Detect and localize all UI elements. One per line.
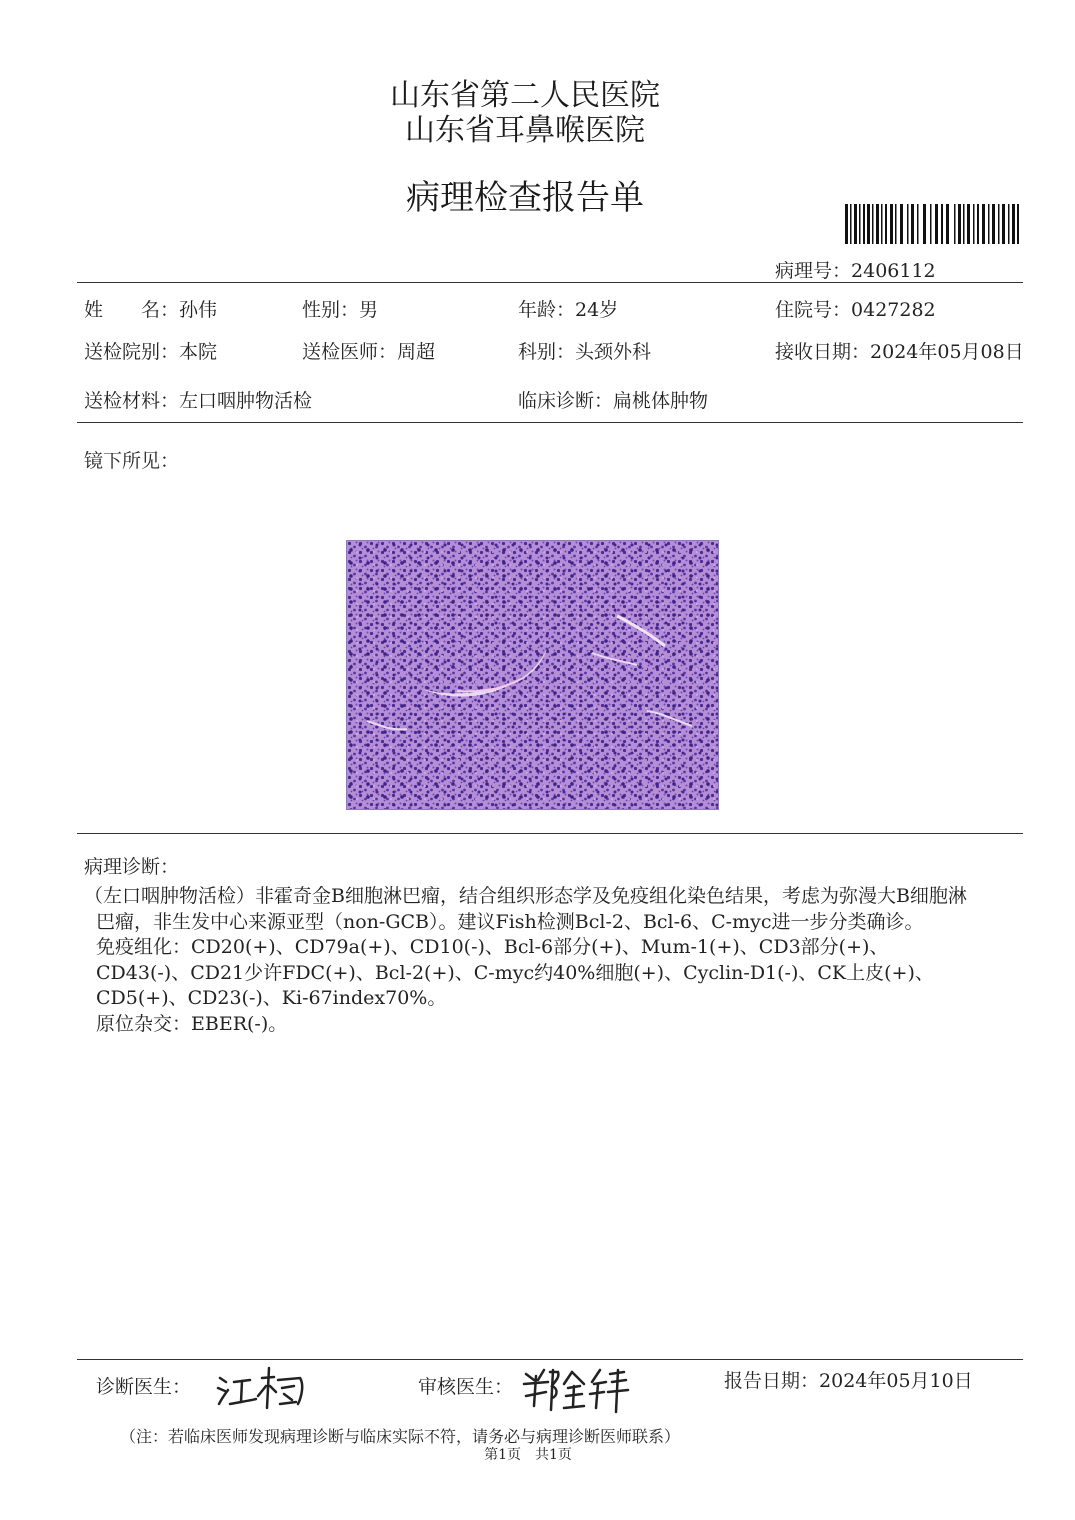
page-number: 第1页 共1页 <box>484 1447 572 1463</box>
footer-note: （注：若临床医师发现病理诊断与临床实际不符，请务必与病理诊断医师联系） <box>119 1427 680 1446</box>
specimen-material-value: 左口咽肿物活检 <box>179 390 313 412</box>
diagnosing-doctor-label: 诊断医生： <box>96 1376 192 1398</box>
received-date-label: 接收日期： <box>775 341 871 363</box>
department <box>518 337 651 364</box>
submitting-hospital-label: 送检院别： <box>84 341 180 363</box>
hospital-name-line2: 山东省耳鼻喉医院 <box>405 113 645 148</box>
specimen-material <box>84 386 312 413</box>
clinical-diagnosis-label: 临床诊断： <box>518 390 614 412</box>
submitting-hospital <box>84 337 217 364</box>
submitting-doctor-label: 送检医师： <box>302 341 398 363</box>
microscopy-label: 镜下所见： <box>84 450 180 472</box>
patient-age <box>518 295 618 322</box>
submitting-doctor <box>302 337 435 364</box>
received-date-value: 2024年05月08日 <box>870 341 1024 363</box>
diagnosis-label: 病理诊断： <box>84 856 180 878</box>
report-date <box>724 1366 973 1393</box>
specimen-material-label: 送检材料： <box>84 390 180 412</box>
report-date-label: 报告日期： <box>724 1370 820 1392</box>
patient-name <box>84 295 217 322</box>
diagnosis-paragraph: （左口咽肿物活检）非霍奇金B细胞淋巴瘤，结合组织形态学及免疫组化染色结果，考虑为弥漫大B细胞淋巴瘤，非生发中心来源亚型（non-GCB）。建议Fish检测Bcl-2、Bcl-6、C-myc进一步分类确诊。 <box>84 885 967 933</box>
divider-footer <box>77 1359 1023 1360</box>
pathology-number <box>775 256 936 283</box>
patient-age-label: 年龄： <box>518 299 576 321</box>
submitting-hospital-value: 本院 <box>179 341 218 363</box>
reviewing-doctor-label: 审核医生： <box>418 1376 514 1398</box>
clinical-diagnosis-value: 扁桃体肿物 <box>613 390 709 412</box>
patient-name-value: 孙伟 <box>179 299 218 321</box>
submitting-doctor-value: 周超 <box>397 341 436 363</box>
hospital-name-line1: 山东省第二人民医院 <box>390 78 660 113</box>
pathology-number-label: 病理号： <box>775 260 852 282</box>
histology-image <box>346 540 719 810</box>
diagnosing-doctor-signature <box>212 1364 312 1410</box>
clinical-diagnosis <box>518 386 708 413</box>
inpatient-number-label: 住院号： <box>775 299 852 321</box>
patient-name-label: 姓 名： <box>84 299 180 321</box>
inpatient-number-value: 0427282 <box>851 299 936 321</box>
inpatient-number <box>775 295 936 322</box>
received-date <box>775 337 1024 364</box>
patient-sex-label: 性别： <box>302 299 360 321</box>
divider-microscopy <box>77 833 1023 834</box>
divider-top <box>77 282 1023 283</box>
divider-patient-info <box>77 422 1023 423</box>
patient-age-value: 24岁 <box>575 299 619 321</box>
immunohistochemistry-results: 免疫组化：CD20(+)、CD79a(+)、CD10(-)、Bcl-6部分(+)、Mum-1(+)、CD3部分(+)、CD43(-)、CD21少许FDC(+)、Bcl-2(+)、C-myc约40%细胞(+)、Cyclin-D1(-)、CK上皮(+)、CD5(+)、CD23(-)、Ki-67index70%。 <box>96 936 934 1009</box>
department-label: 科别： <box>518 341 576 363</box>
barcode <box>845 204 1020 244</box>
patient-sex-value: 男 <box>359 299 379 321</box>
pathology-number-value: 2406112 <box>851 260 936 282</box>
department-value: 头颈外科 <box>575 341 652 363</box>
diagnosis-text <box>84 884 976 1037</box>
report-date-value: 2024年05月10日 <box>819 1370 973 1392</box>
patient-sex <box>302 295 378 322</box>
in-situ-hybridization-result: 原位杂交：EBER(-)。 <box>96 1012 288 1035</box>
report-title: 病理检查报告单 <box>406 178 644 218</box>
reviewing-doctor-signature <box>520 1362 632 1414</box>
